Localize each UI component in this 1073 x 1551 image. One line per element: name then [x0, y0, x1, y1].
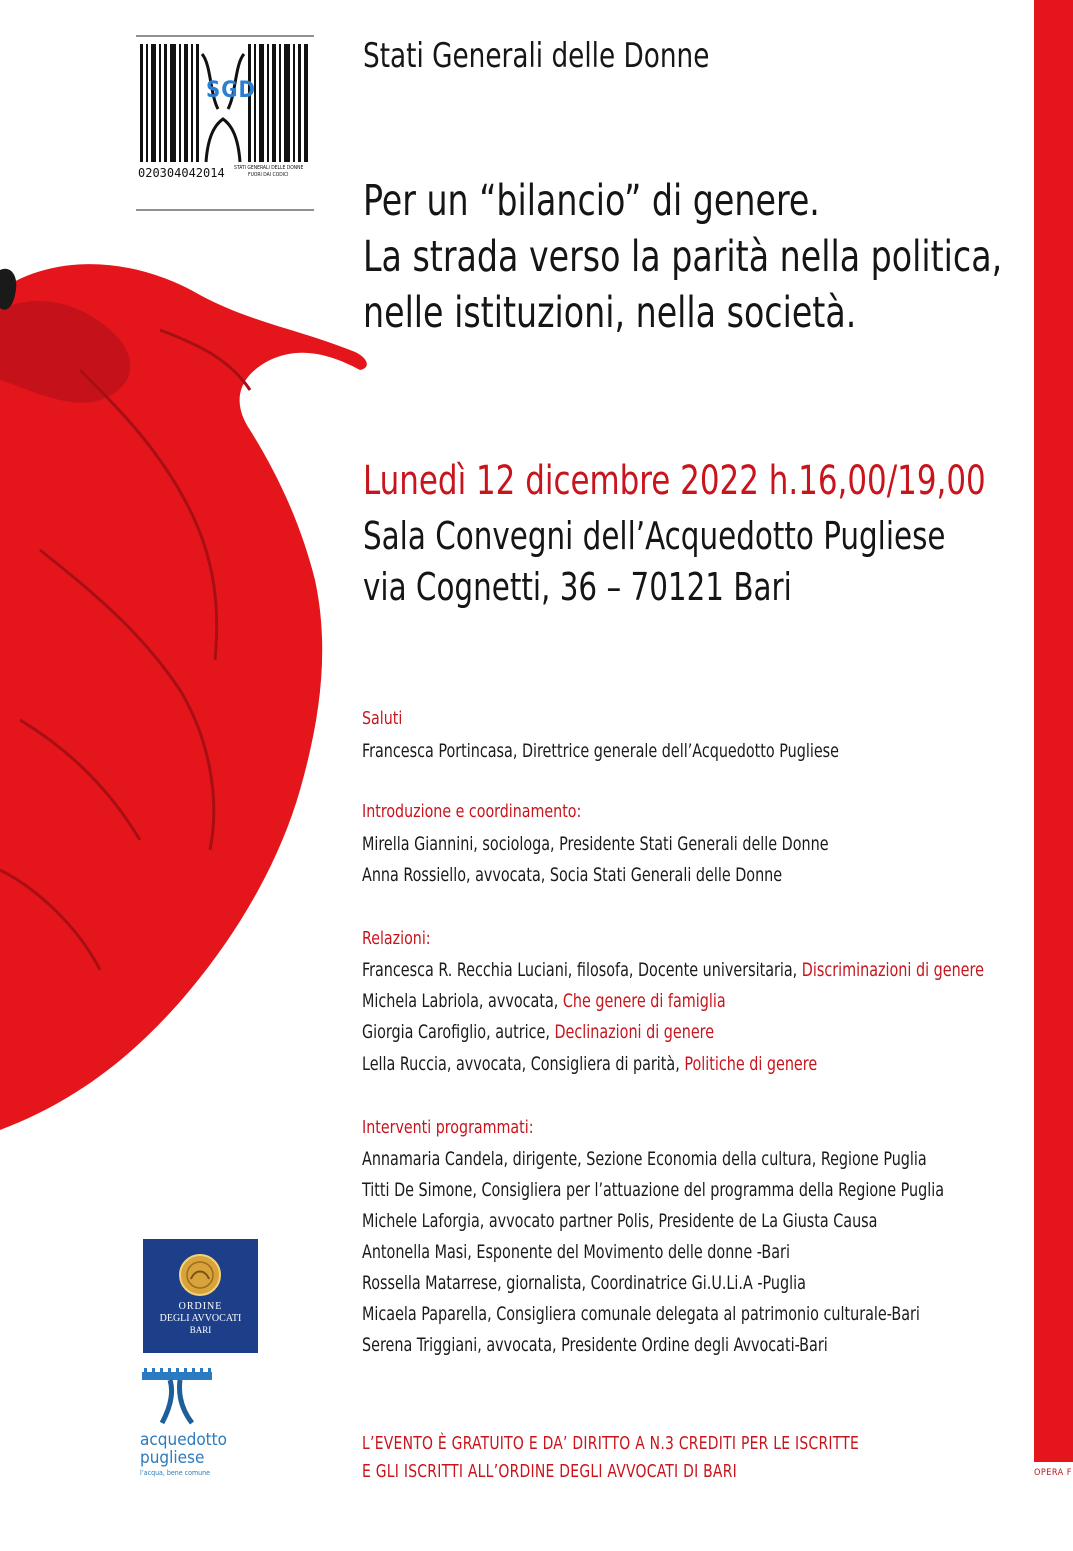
list-item	[362, 1053, 817, 1075]
sgd-barcode-logo	[136, 34, 314, 212]
talk-topic: Politiche di genere	[684, 1053, 818, 1075]
credits-notice-line-2: E GLI ISCRITTI ALL’ORDINE DEGLI AVVOCATI DI BARI	[362, 1461, 738, 1482]
credits-notice-line-1: L’EVENTO È GRATUITO E DA’ DIRITTO A N.3 CREDITI PER LE ISCRITTE	[362, 1433, 860, 1454]
section-heading-relazioni: Relazioni:	[362, 928, 431, 949]
talk-topic: Declinazioni di genere	[554, 1021, 715, 1043]
title-line-3: nelle istituzioni, nella società.	[363, 288, 857, 338]
list-item: Annamaria Candela, dirigente, Sezione Economia della cultura, Regione Puglia	[362, 1148, 927, 1170]
talk-topic: Che genere di famiglia	[562, 990, 726, 1012]
list-item: Mirella Giannini, sociologa, Presidente Stati Generali delle Donne	[362, 833, 829, 855]
organization-name: Stati Generali delle Donne	[363, 36, 710, 76]
aqp-line-2: pugliese	[140, 1448, 205, 1468]
list-item	[362, 990, 726, 1012]
event-address: via Cognetti, 36 – 70121 Bari	[363, 565, 792, 609]
speaker: Michela Labriola, avvocata,	[362, 990, 563, 1012]
list-item	[362, 1021, 714, 1043]
tree-icon	[140, 1368, 265, 1430]
event-venue: Sala Convegni dell’Acquedotto Pugliese	[363, 514, 946, 558]
list-item: Titti De Simone, Consigliera per l’attuazione del programma della Regione Puglia	[362, 1179, 945, 1201]
side-credit: OPERA F	[1034, 1468, 1072, 1478]
section-heading-interventi: Interventi programmati:	[362, 1117, 534, 1138]
sgd-logo-text: SGD	[206, 78, 256, 103]
speaker: Lella Ruccia, avvocata, Consigliera di parità,	[362, 1053, 685, 1075]
oab-line-2: DEGLI AVVOCATI	[159, 1313, 242, 1324]
list-item: Serena Triggiani, avvocata, Presidente Ordine degli Avvocati-Bari	[362, 1334, 828, 1356]
acquedotto-pugliese-logo	[140, 1368, 265, 1484]
aqp-line-1: acquedotto	[140, 1430, 228, 1450]
barcode-number: 020304042014	[138, 166, 225, 180]
section-heading-saluti: Saluti	[362, 708, 403, 729]
oab-line-1: ORDINE	[178, 1301, 223, 1312]
barcode-icon	[136, 34, 314, 212]
speaker: Francesca R. Recchia Luciani, filosofa, Docente universitaria,	[362, 959, 802, 981]
title-line-1: Per un “bilancio” di genere.	[363, 176, 820, 226]
event-date: Lunedì 12 dicembre 2022 h.16,00/19,00	[363, 458, 986, 504]
list-item: Rossella Matarrese, giornalista, Coordinatrice Gi.U.Li.A -Puglia	[362, 1272, 806, 1294]
barcode-caption-1: STATI GENERALI DELLE DONNE	[234, 165, 304, 171]
red-scarf-illustration	[0, 250, 380, 1130]
list-item: Michele Laforgia, avvocato partner Polis, Presidente de La Giusta Causa	[362, 1210, 878, 1232]
list-item: Micaela Paparella, Consigliera comunale delegata al patrimonio culturale-Bari	[362, 1303, 920, 1325]
list-item: Antonella Masi, Esponente del Movimento delle donne -Bari	[362, 1241, 790, 1263]
barcode-caption-2: FUORI DAI CODICI	[248, 172, 289, 178]
speaker: Giorgia Carofiglio, autrice,	[362, 1021, 555, 1043]
section-heading-introduzione: Introduzione e coordinamento:	[362, 801, 582, 822]
right-red-band	[1034, 0, 1073, 1462]
aqp-tagline: l’acqua, bene comune	[140, 1469, 210, 1477]
list-item: Anna Rossiello, avvocata, Socia Stati Generali delle Donne	[362, 864, 783, 886]
title-line-2: La strada verso la parità nella politica,	[363, 232, 1003, 282]
talk-topic: Discriminazioni di genere	[801, 959, 984, 981]
oab-line-3: BARI	[189, 1325, 212, 1335]
medal-icon	[143, 1239, 258, 1353]
ordine-avvocati-logo	[143, 1239, 258, 1353]
list-item: Francesca Portincasa, Direttrice generale dell’Acquedotto Pugliese	[362, 740, 840, 762]
list-item	[362, 959, 984, 981]
